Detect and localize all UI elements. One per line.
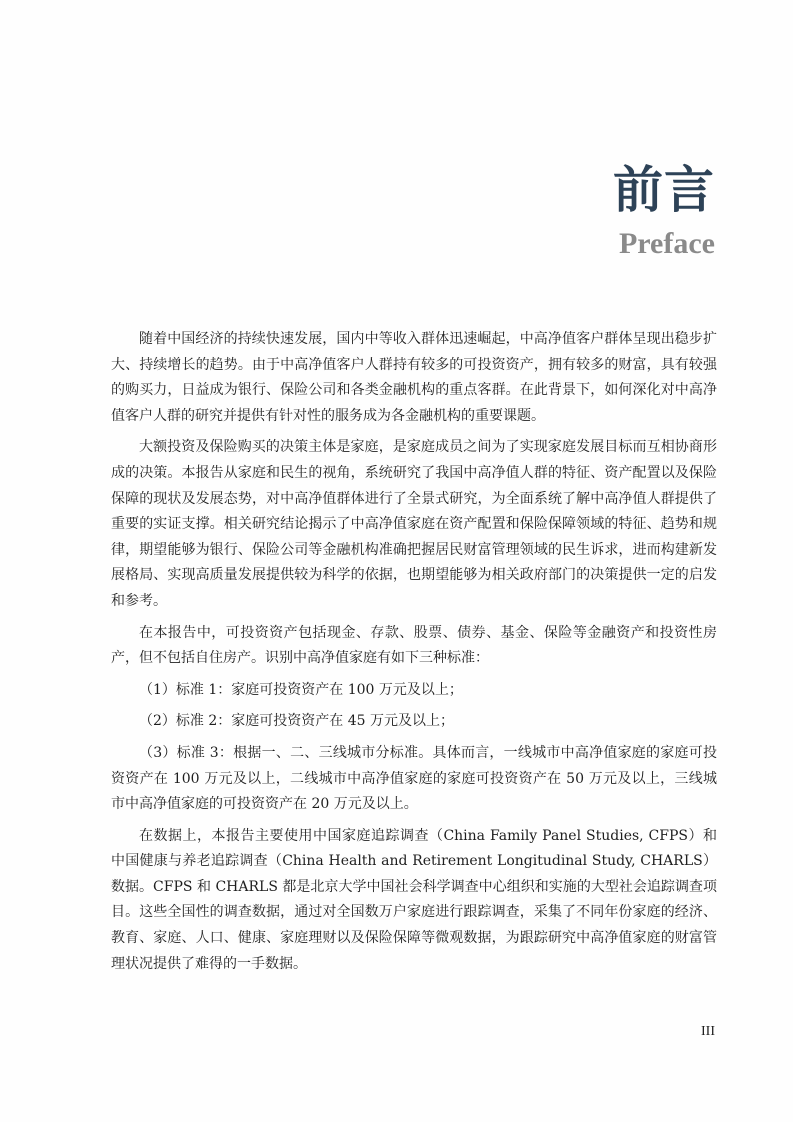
paragraph-definition: 在本报告中，可投资资产包括现金、存款、股票、债券、基金、保险等金融资产和投资性房产，但不包括自住房产。识别中高净值家庭有如下三种标准： [111, 624, 717, 667]
chapter-subtitle: Preface [618, 227, 715, 260]
criterion-item-1: （1）标准 1：家庭可投资资产在 100 万元及以上； [139, 681, 463, 698]
paragraph-intro: 随着中国经济的持续快速发展，国内中等收入群体迅速崛起，中高净值客户群体呈现出稳步扩大、持续增长的趋势。由于中高净值客户人群持有较多的可投资资产，拥有较多的财富，具有较强的购买力，日益成为银行、保险公司和各类金融机构的重点客群。在此背景下，如何深化对中高净值客户人群的研究并提供有针对性的服务成为各金融机构的重要课题。 [111, 331, 717, 424]
paragraph-decision: 大额投资及保险购买的决策主体是家庭，是家庭成员之间为了实现家庭发展目标而互相协商形成的决策。本报告从家庭和民生的视角，系统研究了我国中高净值人群的特征、资产配置以及保险保障的现状及发展态势，对中高净值群体进行了全景式研究，为全面系统了解中高净值人群提供了重要的实证支撑。相关研究结论揭示了中高净值家庭在资产配置和保险保障领域的特征、趋势和规律，期望能够为银行、保险公司等金融机构准确把握居民财富管理领域的民生诉求，进而构建新发展格局、实现高质量发展提供较为科学的依据，也期望能够为相关政府部门的决策提供一定的启发和参考。 [111, 439, 717, 609]
criterion-item-2: （2）标准 2：家庭可投资资产在 45 万元及以上； [139, 713, 454, 730]
paragraph-data-sources: 在数据上，本报告主要使用中国家庭追踪调查（China Family Panel Studies, CFPS）和中国健康与养老追踪调查（China Health and Retirement Longitudinal Study, CHARLS）数据。CFPS 和 CHARLS 都是北京大学中国社会科学调查中心组织和实施的大型社会追踪调查项目。这些全国性的调查数据，通过对全国数万户家庭进行跟踪调查，采集了不同年份家庭的经济、教育、家庭、人口、健康、家庭理财以及保险保障等微观数据，为跟踪研究中高净值家庭的财富管理状况提供了难得的一手数据。 [111, 827, 717, 972]
chapter-title: 前言 [613, 160, 715, 219]
page-number: III [701, 1024, 715, 1039]
preface-body [111, 327, 717, 977]
criterion-item-3: （3）标准 3：根据一、二、三线城市分标准。具体而言，一线城市中高净值家庭的家庭可投资资产在 100 万元及以上，二线城市中高净值家庭的家庭可投资资产在 50 万元及以上，三线城市中高净值家庭的可投资资产在 20 万元及以上。 [111, 744, 717, 813]
